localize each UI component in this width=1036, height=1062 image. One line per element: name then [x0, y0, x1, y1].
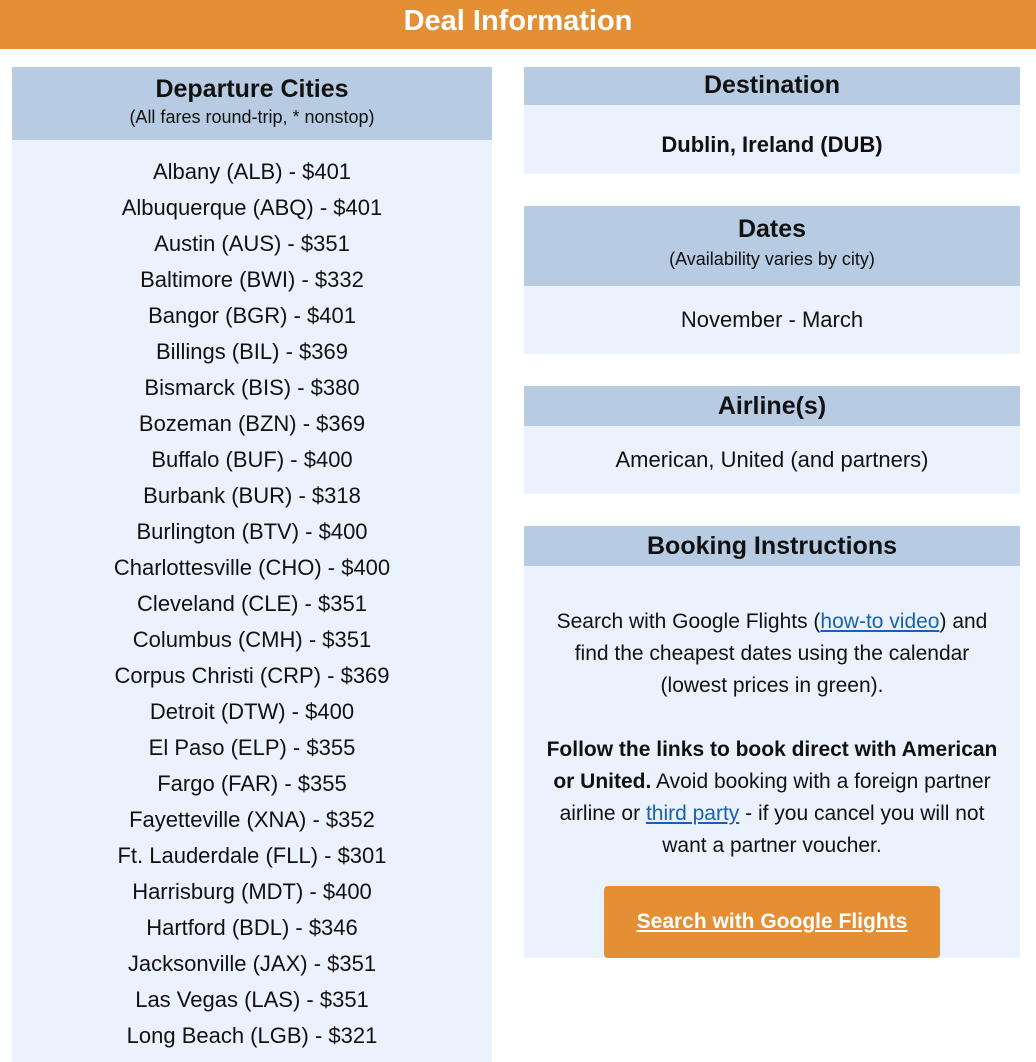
departure-city-item: Burbank (BUR) - $318: [143, 483, 361, 508]
departure-city-item: Austin (AUS) - $351: [154, 231, 350, 256]
departure-city-item: Charlottesville (CHO) - $400: [113, 555, 391, 580]
departure-city-item: Fargo (FAR) - $355: [157, 771, 347, 796]
departure-city-item: Burlington (BTV) - $400: [136, 519, 368, 544]
third-party-link[interactable]: third party: [645, 802, 740, 825]
booking-text: Avoid booking with a foreign partner airline or: [559, 770, 991, 825]
departure-city-item: Las Vegas (LAS) - $351: [135, 987, 369, 1012]
departure-cities-header: [12, 67, 492, 140]
departure-city-item: Columbus (CMH) - $351: [132, 627, 372, 652]
departure-cities-title: Departure Cities: [155, 75, 349, 103]
departure-city-item: Long Beach (LGB) - $321: [126, 1023, 378, 1048]
airlines-value: American, United (and partners): [615, 447, 929, 472]
destination-title: Destination: [703, 71, 841, 99]
departure-city-item: Cleveland (CLE) - $351: [137, 591, 367, 616]
dates-header: [524, 206, 1020, 286]
airlines-title: Airline(s): [717, 392, 827, 420]
departure-city-item: Bangor (BGR) - $401: [148, 303, 356, 328]
booking-instructions-header: [524, 526, 1020, 566]
booking-text: Search with Google Flights (: [556, 610, 821, 633]
booking-instructions-body: [524, 566, 1020, 958]
deal-information-header: [0, 0, 1036, 49]
departure-city-item: Albany (ALB) - $401: [152, 159, 352, 184]
departure-city-item: Jacksonville (JAX) - $351: [127, 951, 377, 976]
departure-cities-panel: [12, 67, 492, 1062]
departure-city-item: Buffalo (BUF) - $400: [151, 447, 353, 472]
dates-subtitle: (Availability varies by city): [669, 249, 875, 269]
dates-panel: [524, 206, 1020, 354]
booking-instructions-panel: [524, 526, 1020, 958]
airlines-header: [524, 386, 1020, 426]
booking-bold-text: Follow the links to book direct with American or United.: [546, 738, 998, 793]
departure-city-item: Fayetteville (XNA) - $352: [129, 807, 375, 832]
departure-city-item: Bozeman (BZN) - $369: [138, 411, 366, 436]
dates-title: Dates: [737, 215, 807, 243]
booking-text: - if you cancel you will not want a partner voucher.: [662, 802, 985, 857]
departure-city-item: Billings (BIL) - $369: [156, 339, 348, 364]
departure-city-item: Detroit (DTW) - $400: [149, 699, 355, 724]
dates-value: November - March: [680, 307, 864, 332]
departure-city-item: Corpus Christi (CRP) - $369: [114, 663, 390, 688]
departure-city-item: Baltimore (BWI) - $332: [140, 267, 364, 292]
departure-city-item: Bismarck (BIS) - $380: [144, 375, 360, 400]
destination-value: Dublin, Ireland (DUB): [661, 132, 883, 157]
booking-paragraph-direct: [544, 734, 1000, 862]
departure-city-item: Harrisburg (MDT) - $400: [132, 879, 372, 904]
destination-header: [524, 67, 1020, 105]
booking-paragraph-search: [544, 606, 1000, 702]
booking-instructions-title: Booking Instructions: [647, 532, 897, 560]
departure-city-item: Albuquerque (ABQ) - $401: [121, 195, 383, 220]
search-google-flights-button[interactable]: Search with Google Flights: [604, 886, 940, 958]
booking-text: ) and find the cheapest dates using the calendar (lowest prices in green).: [574, 610, 988, 697]
departure-cities-subtitle: (All fares round-trip, * nonstop): [129, 107, 375, 127]
departure-city-list: [12, 140, 492, 1054]
departure-city-item: Ft. Lauderdale (FLL) - $301: [117, 843, 387, 868]
page-title: Deal Information: [403, 5, 633, 37]
departure-city-item: Hartford (BDL) - $346: [146, 915, 358, 940]
how-to-video-link[interactable]: how-to video: [820, 610, 940, 633]
departure-city-item: El Paso (ELP) - $355: [148, 735, 356, 760]
destination-panel: [524, 67, 1020, 174]
airlines-panel: [524, 386, 1020, 494]
